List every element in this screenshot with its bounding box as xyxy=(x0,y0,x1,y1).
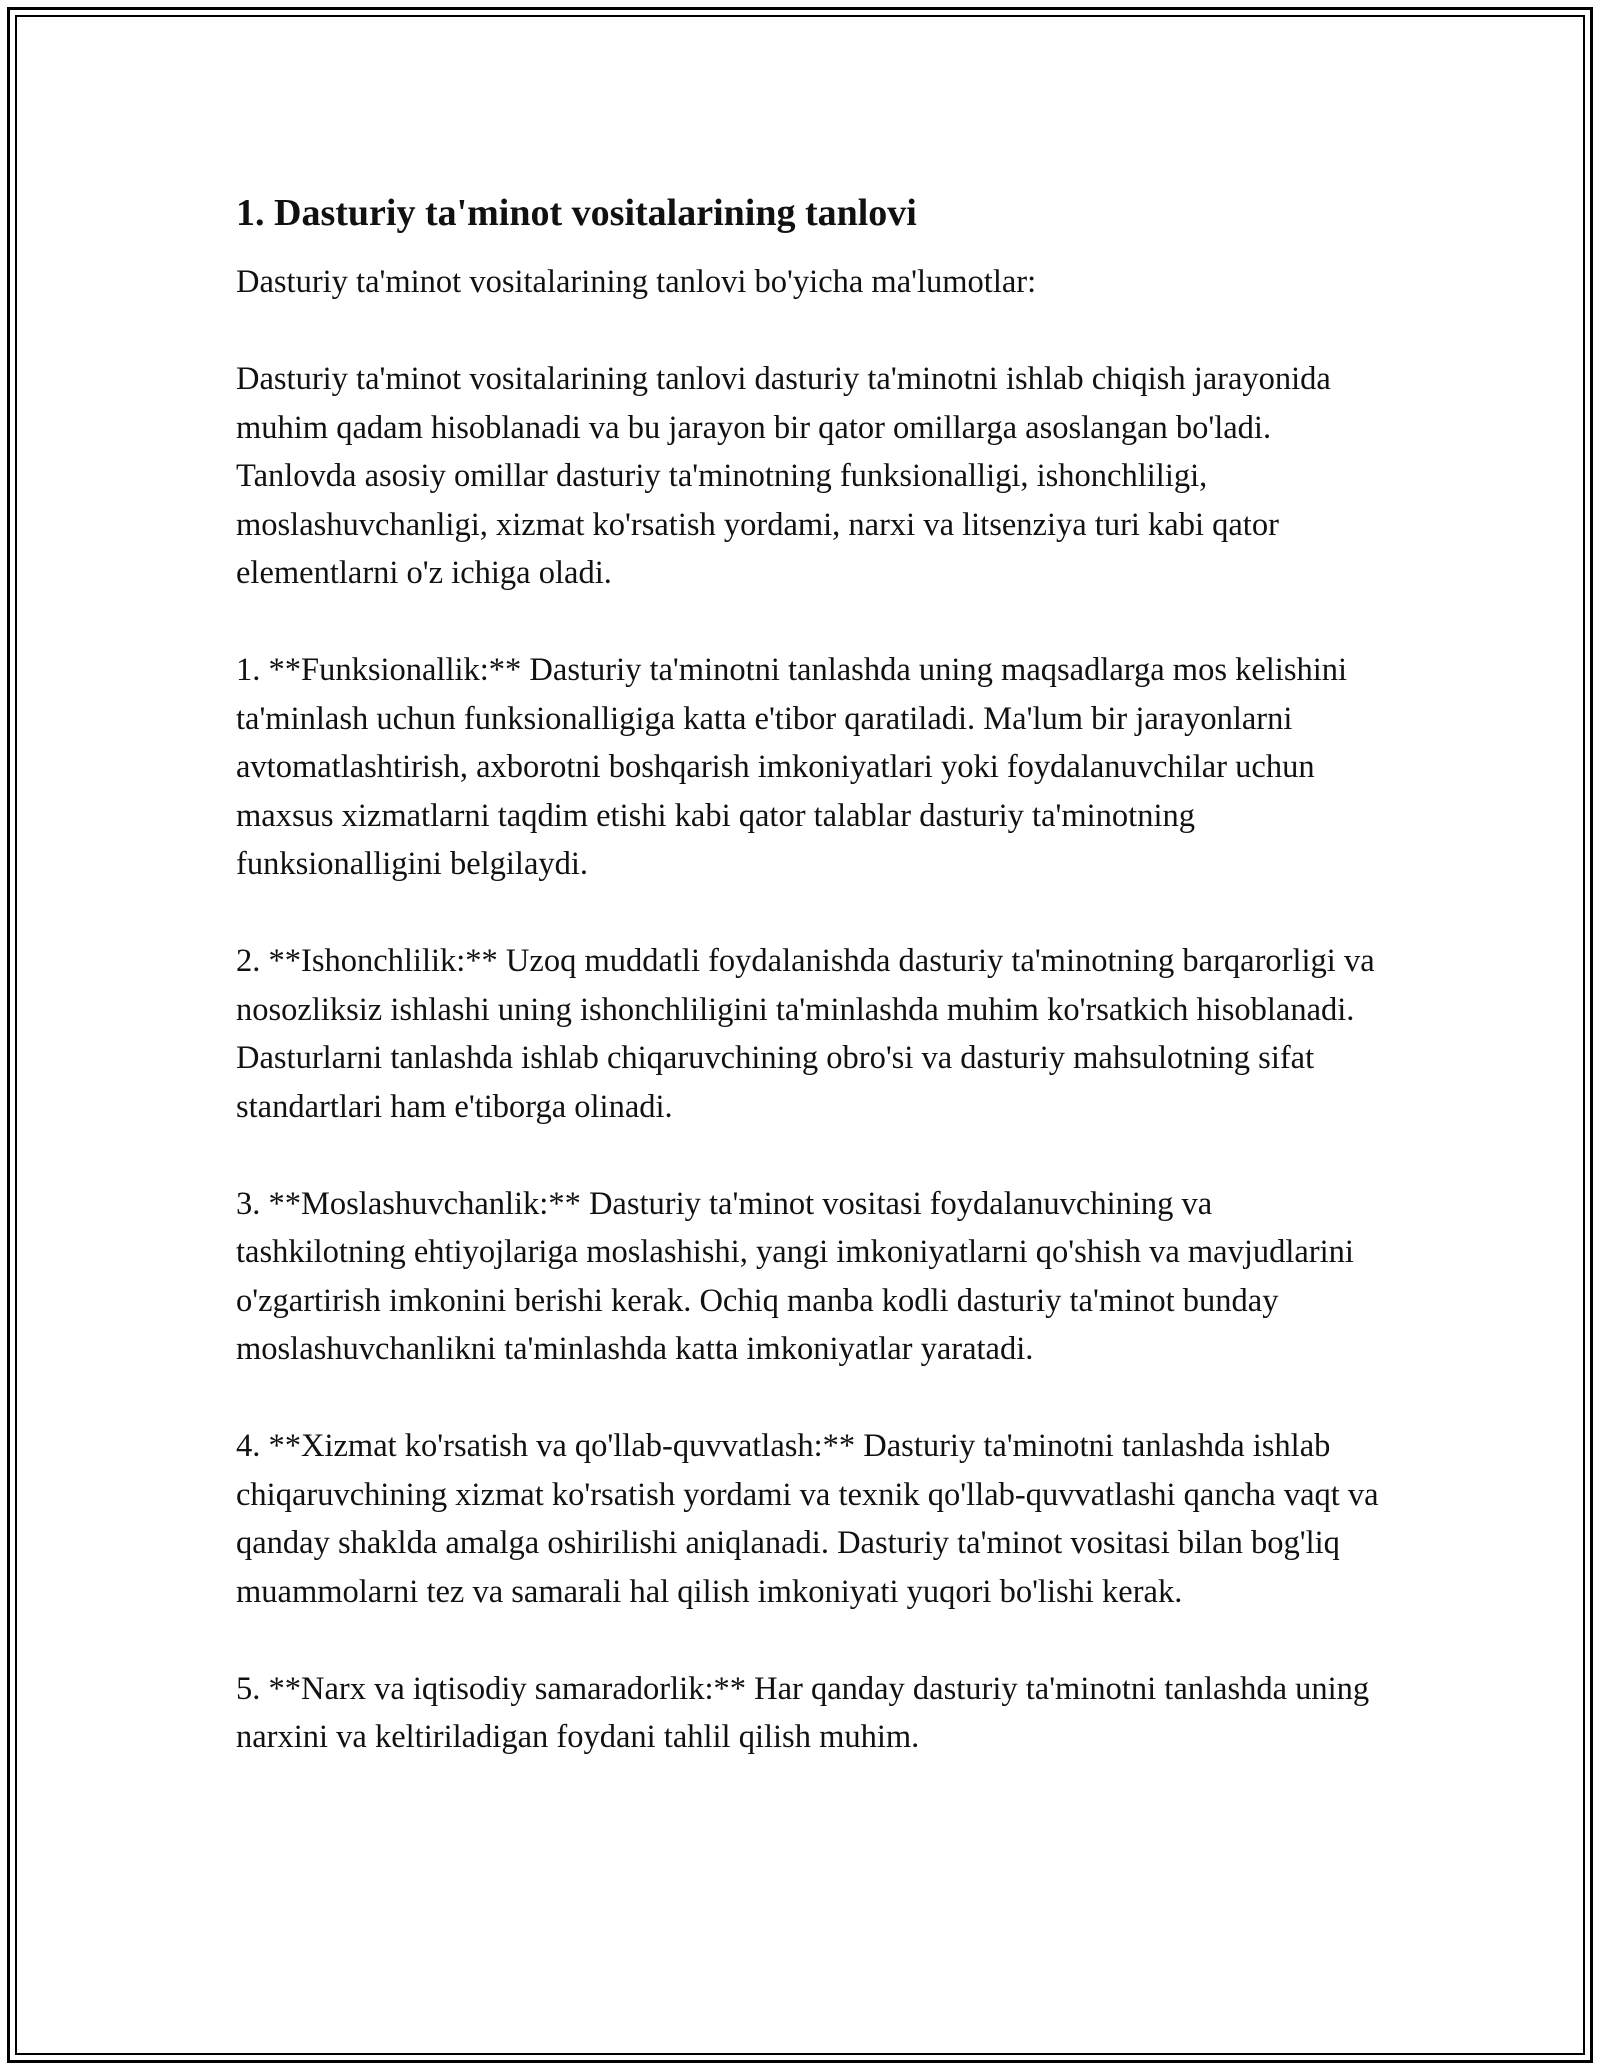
paragraph-reliability: 2. **Ishonchlilik:** Uzoq muddatli foydalanishda dasturiy ta'minotning barqarorligi va nosozliksiz ishlashi uning ishonchliligini ta'minlashda muhim ko'rsatkich hisoblanadi. Dasturlarni tanlashda ishlab chiqaruvchining obro'si va dasturiy mahsulotning sifat standartlari ham e'tiborga olinadi. xyxy=(236,943,1375,1125)
paragraph-price: 5. **Narx va iqtisodiy samaradorlik:** Har qanday dasturiy ta'minotni tanlashda uning narxini va keltiriladigan foydani tahlil qilish muhim. xyxy=(236,1670,1370,1755)
document-body xyxy=(236,184,1386,1762)
paragraph-overview: Dasturiy ta'minot vositalarining tanlovi dasturiy ta'minotni ishlab chiqish jarayonida muhim qadam hisoblanadi va bu jarayon bir qator omillarga asoslangan bo'ladi. Tanlovda asosiy omillar dasturiy ta'minotning funksionalligi, ishonchliligi, moslashuvchanligi, xizmat ko'rsatish yordami, narxi va litsenziya turi kabi qator elementlarni o'z ichiga oladi. xyxy=(236,361,1331,591)
paragraph-functionality: 1. **Funksionallik:** Dasturiy ta'minotni tanlashda uning maqsadlarga mos kelishini ta'minlash uchun funksionalligiga katta e'tibor qaratiladi. Ma'lum bir jarayonlarni avtomatlashtirish, axborotni boshqarish imkoniyatlari yoki foydalanuvchilar uchun maxsus xizmatlarni taqdim etishi kabi qator talablar dasturiy ta'minotning funksionalligini belgilaydi. xyxy=(236,652,1348,882)
document-title: 1. Dasturiy ta'minot vositalarining tanlovi xyxy=(236,192,917,234)
paragraph-support: 4. **Xizmat ko'rsatish va qo'llab-quvvatlash:** Dasturiy ta'minotni tanlashda ishlab chiqaruvchining xizmat ko'rsatish yordami va texnik qo'llab-quvvatlashi qancha vaqt va qanday shaklda amalga oshirilishi aniqlanadi. Dasturiy ta'minot vositasi bilan bog'liq muammolarni tez va samarali hal qilish imkoniyati yuqori bo'lishi kerak. xyxy=(236,1428,1379,1610)
intro-line: Dasturiy ta'minot vositalarining tanlovi bo'yicha ma'lumotlar: xyxy=(236,264,1037,300)
paragraph-flexibility: 3. **Moslashuvchanlik:** Dasturiy ta'minot vositasi foydalanuvchining va tashkilotning ehtiyojlariga moslashishi, yangi imkoniyatlarni qo'shish va mavjudlarini o'zgartirish imkonini berishi kerak. Ochiq manba kodli dasturiy ta'minot bunday moslashuvchanlikni ta'minlashda katta imkoniyatlar yaratadi. xyxy=(236,1185,1354,1367)
